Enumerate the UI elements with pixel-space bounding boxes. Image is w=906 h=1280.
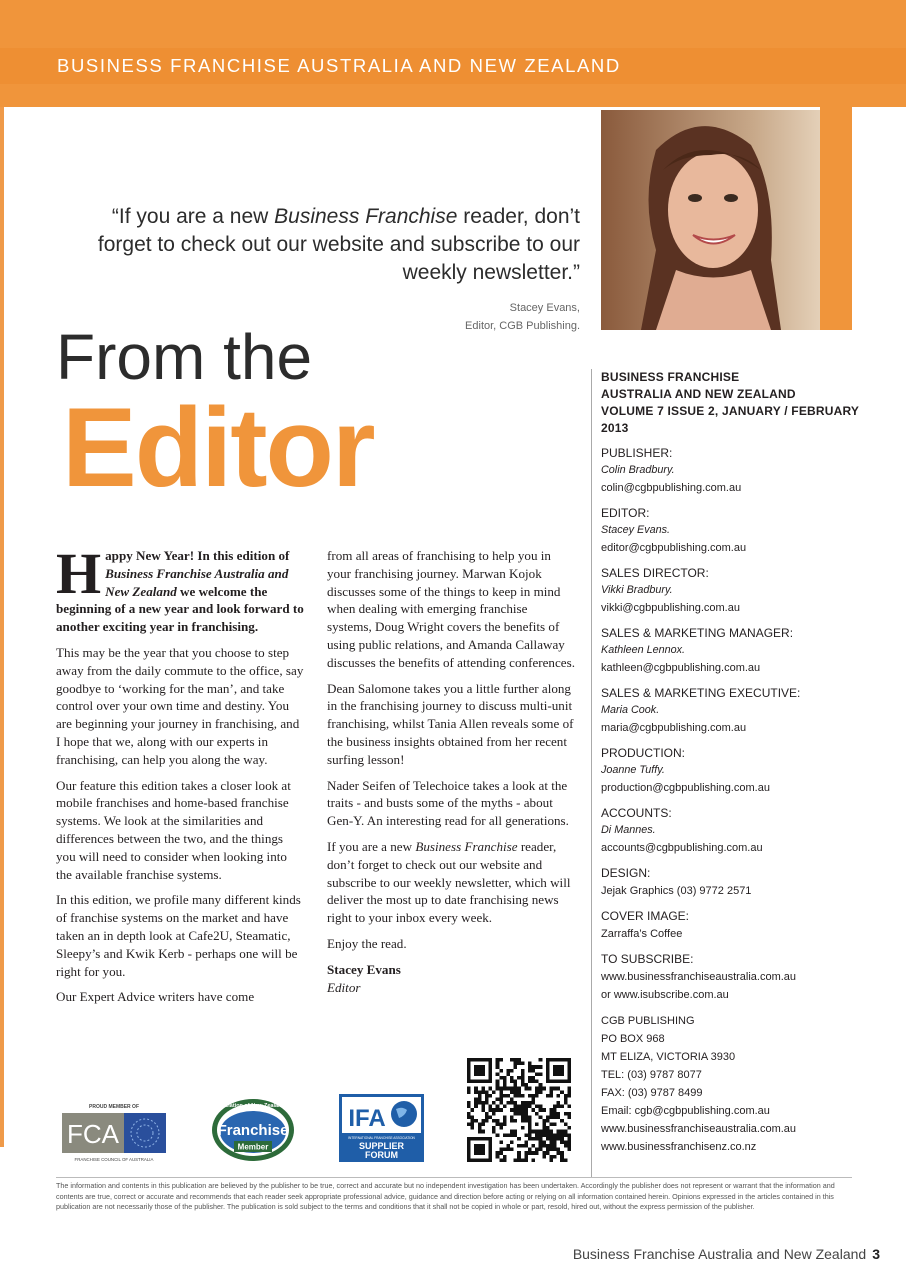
pull-quote xyxy=(60,203,580,287)
paragraph-3: In this edition, we profile many different kinds of franchise systems on the market and have taken an in depth look at Cafe2U, Steamatic, Sleepy’s and Kwik Kerb - perhaps one will be right for you. xyxy=(56,892,301,979)
telephone: TEL: (03) 9787 8077 xyxy=(601,1069,702,1081)
masthead: BUSINESS FRANCHISE AUSTRALIA AND NEW ZEALAND xyxy=(57,55,621,76)
cover-label: COVER IMAGE: xyxy=(601,909,690,923)
franchise-association-nz-logo xyxy=(210,1096,297,1163)
sme-label: SALES & MARKETING EXECUTIVE: xyxy=(601,686,801,700)
ifa-sub-2: FORUM xyxy=(365,1150,398,1160)
editor-block xyxy=(601,505,861,557)
article-column-1 xyxy=(56,541,304,1014)
smm-label: SALES & MARKETING MANAGER: xyxy=(601,626,794,640)
p8-text-italic: Business Franchise xyxy=(415,838,518,854)
fca-bottom-text: FRANCHISE COUNCIL OF AUSTRALIA xyxy=(74,1157,154,1162)
accounts-name: Di Mannes. xyxy=(601,824,656,836)
paragraph-1: This may be the year that you choose to step away from the daily commute to the office, say goodbye to ‘working for the man’, and take control over your own time and destiny. You are beginning your journey in franchising, and I hope that we, along with our experts in franchising, can help you along the way. xyxy=(56,644,304,767)
fca-mark: FCA xyxy=(67,1119,119,1149)
subscribe-block xyxy=(601,951,861,1004)
quote-text-2: reader, don’t forget to check out our website and subscribe to our weekly newsletter.” xyxy=(97,205,580,284)
publisher-block xyxy=(601,445,861,497)
ifa-small-text: INTERNATIONAL FRANCHISE ASSOCIATION xyxy=(348,1136,415,1140)
accounts-label: ACCOUNTS: xyxy=(601,806,672,820)
accounts-block xyxy=(601,805,861,857)
editor-label: EDITOR: xyxy=(601,506,650,520)
qr-code[interactable] xyxy=(467,1058,571,1162)
smm-block xyxy=(601,625,861,677)
quote-author: Stacey Evans, xyxy=(509,302,580,314)
anz-main-text: Franchise xyxy=(217,1122,289,1139)
lead-text-2: we welcome the beginning of a new year and look forward to another exciting year in franchising. xyxy=(56,583,304,635)
title-line-2: Editor xyxy=(62,385,374,510)
quote-text-italic: Business Franchise xyxy=(274,205,458,228)
address-block xyxy=(601,1012,861,1156)
subscribe-label: TO SUBSCRIBE: xyxy=(601,952,694,966)
design-value: Jejak Graphics (03) 9772 2571 xyxy=(601,885,752,897)
design-label: DESIGN: xyxy=(601,866,651,880)
smm-email: kathleen@cgbpublishing.com.au xyxy=(601,662,761,674)
page-number: 3 xyxy=(872,1246,880,1262)
production-label: PRODUCTION: xyxy=(601,746,685,760)
sales-director-block xyxy=(601,565,861,617)
header-bar xyxy=(0,0,906,107)
cover-value: Zarraffa’s Coffee xyxy=(601,928,683,940)
anz-ring-text: Association of New Zealand Inc xyxy=(211,1103,295,1109)
editor-email: editor@cgbpublishing.com.au xyxy=(601,542,747,554)
editor-photo xyxy=(601,110,820,330)
smm-name: Kathleen Lennox. xyxy=(601,644,686,656)
address-line-3: MT ELIZA, VICTORIA 3930 xyxy=(601,1051,736,1063)
sales-name: Vikki Bradbury. xyxy=(601,584,673,596)
editor-name: Stacey Evans. xyxy=(601,524,671,536)
ifa-mark: IFA xyxy=(348,1105,386,1132)
accounts-email: accounts@cgbpublishing.com.au xyxy=(601,842,763,854)
address-line-1: CGB PUBLISHING xyxy=(601,1015,695,1027)
masthead-info xyxy=(601,369,861,1164)
fax: FAX: (03) 9787 8499 xyxy=(601,1087,703,1099)
cover-block xyxy=(601,908,861,943)
quote-author-role: Editor, CGB Publishing. xyxy=(465,320,580,332)
publisher-name: Colin Bradbury. xyxy=(601,464,675,476)
lead-paragraph xyxy=(56,541,304,636)
column-divider xyxy=(591,369,592,1177)
photo-accent xyxy=(820,107,852,330)
sme-name: Maria Cook. xyxy=(601,704,660,716)
fca-logo xyxy=(60,1101,168,1163)
title-line-1: From the xyxy=(56,321,313,393)
paragraph-5: from all areas of franchising to help you in your franchising journey. Marwan Kojok discusses some of the things to keep in mind when dealing with emerging franchise systems, Doug Wright covers the benefits of using public relations, and Amanda Callaway discusses the benefits of attending conferences. xyxy=(327,548,575,670)
quote-text-1: “If you are a new xyxy=(111,205,275,228)
ifa-logo xyxy=(339,1094,424,1162)
issue-info xyxy=(601,369,861,437)
production-email: production@cgbpublishing.com.au xyxy=(601,782,770,794)
footer-rule xyxy=(56,1177,852,1178)
sme-block xyxy=(601,685,861,737)
address-line-2: PO BOX 968 xyxy=(601,1033,665,1045)
publisher-email: colin@cgbpublishing.com.au xyxy=(601,482,742,494)
sme-email: maria@cgbpublishing.com.au xyxy=(601,722,747,734)
production-block xyxy=(601,745,861,797)
ifa-sub-1: SUPPLIER xyxy=(358,1141,405,1151)
contact-email[interactable]: Email: cgb@cgbpublishing.com.au xyxy=(601,1105,770,1117)
subscribe-url-1[interactable]: www.businessfranchiseaustralia.com.au xyxy=(601,971,797,983)
paragraph-9: Enjoy the read. xyxy=(327,935,407,951)
quote-attribution xyxy=(380,299,580,335)
paragraph-4: Our Expert Advice writers have come xyxy=(56,989,255,1005)
paragraph-7: Nader Seifen of Telechoice takes a look at the traits - and busts some of the myths - about Gen-Y. An interesting read for all generations. xyxy=(327,777,569,829)
lead-text-1: appy New Year! In this edition of xyxy=(105,548,290,563)
design-block xyxy=(601,865,861,900)
website-nz[interactable]: www.businessfranchisenz.co.nz xyxy=(601,1141,757,1153)
issue-line-3: VOLUME 7 ISSUE 2, JANUARY / FEBRUARY 2013 xyxy=(601,404,859,435)
p8-text-1: If you are a new xyxy=(327,838,416,854)
article-column-2 xyxy=(327,547,575,996)
paragraph-8 xyxy=(327,838,575,927)
lead-text-italic: Business Franchise Australia and New Zealand xyxy=(105,565,289,599)
p8-text-2: reader, don’t forget to check out our website and subscribe to our weekly newsletter, which will deliver the most up to date franchising news right to your inbox every week. xyxy=(327,838,571,926)
anz-sub-text: Member xyxy=(237,1142,269,1152)
website-au[interactable]: www.businessfranchiseaustralia.com.au xyxy=(601,1123,797,1135)
paragraph-6: Dean Salomone takes you a little further along in the franchising journey to discuss multi-unit franchising, whilst Tania Allen reveals some of the business insights obtained from her recent surfing lesson! xyxy=(327,680,574,767)
subscribe-url-2[interactable]: or www.isubscribe.com.au xyxy=(601,989,729,1001)
left-accent-strip xyxy=(0,107,4,1147)
sales-email: vikki@cgbpublishing.com.au xyxy=(601,602,740,614)
fca-top-text: PROUD MEMBER OF xyxy=(89,1104,139,1110)
publisher-label: PUBLISHER: xyxy=(601,446,673,460)
signature-name: Stacey Evans xyxy=(327,961,401,977)
footer-title: Business Franchise Australia and New Zealand xyxy=(572,1246,867,1262)
production-name: Joanne Tuffy. xyxy=(601,764,665,776)
issue-line-2: AUSTRALIA AND NEW ZEALAND xyxy=(601,387,796,401)
disclaimer: The information and contents in this publication are believed by the publisher to be true, correct and accurate but no independent investigation has been undertaken. Accordingly the publisher does not represent or warrant that the information and contents are true, correct or accurate and recommends that each reader seek appropriate professional advice, guidance and direction before acting or relying on all information contained herein. Opinions expressed in the articles contained in this publication are not necessarily those of the publisher. The publication is sold subject to the terms and conditions that it shall not be copied in whole or part, resold, hired out, without the express permission of the publisher. xyxy=(56,1181,835,1211)
issue-line-1: BUSINESS FRANCHISE xyxy=(601,370,740,384)
page-footer xyxy=(573,1246,880,1262)
sales-label: SALES DIRECTOR: xyxy=(601,566,709,580)
signature-role: Editor xyxy=(327,979,361,995)
drop-cap: H xyxy=(56,541,102,606)
paragraph-2: Our feature this edition takes a closer look at mobile franchises and home-based franchise systems. We look at the similarities and differences between the two, and the things you will need to consider when looking into the available franchise systems. xyxy=(56,777,291,882)
